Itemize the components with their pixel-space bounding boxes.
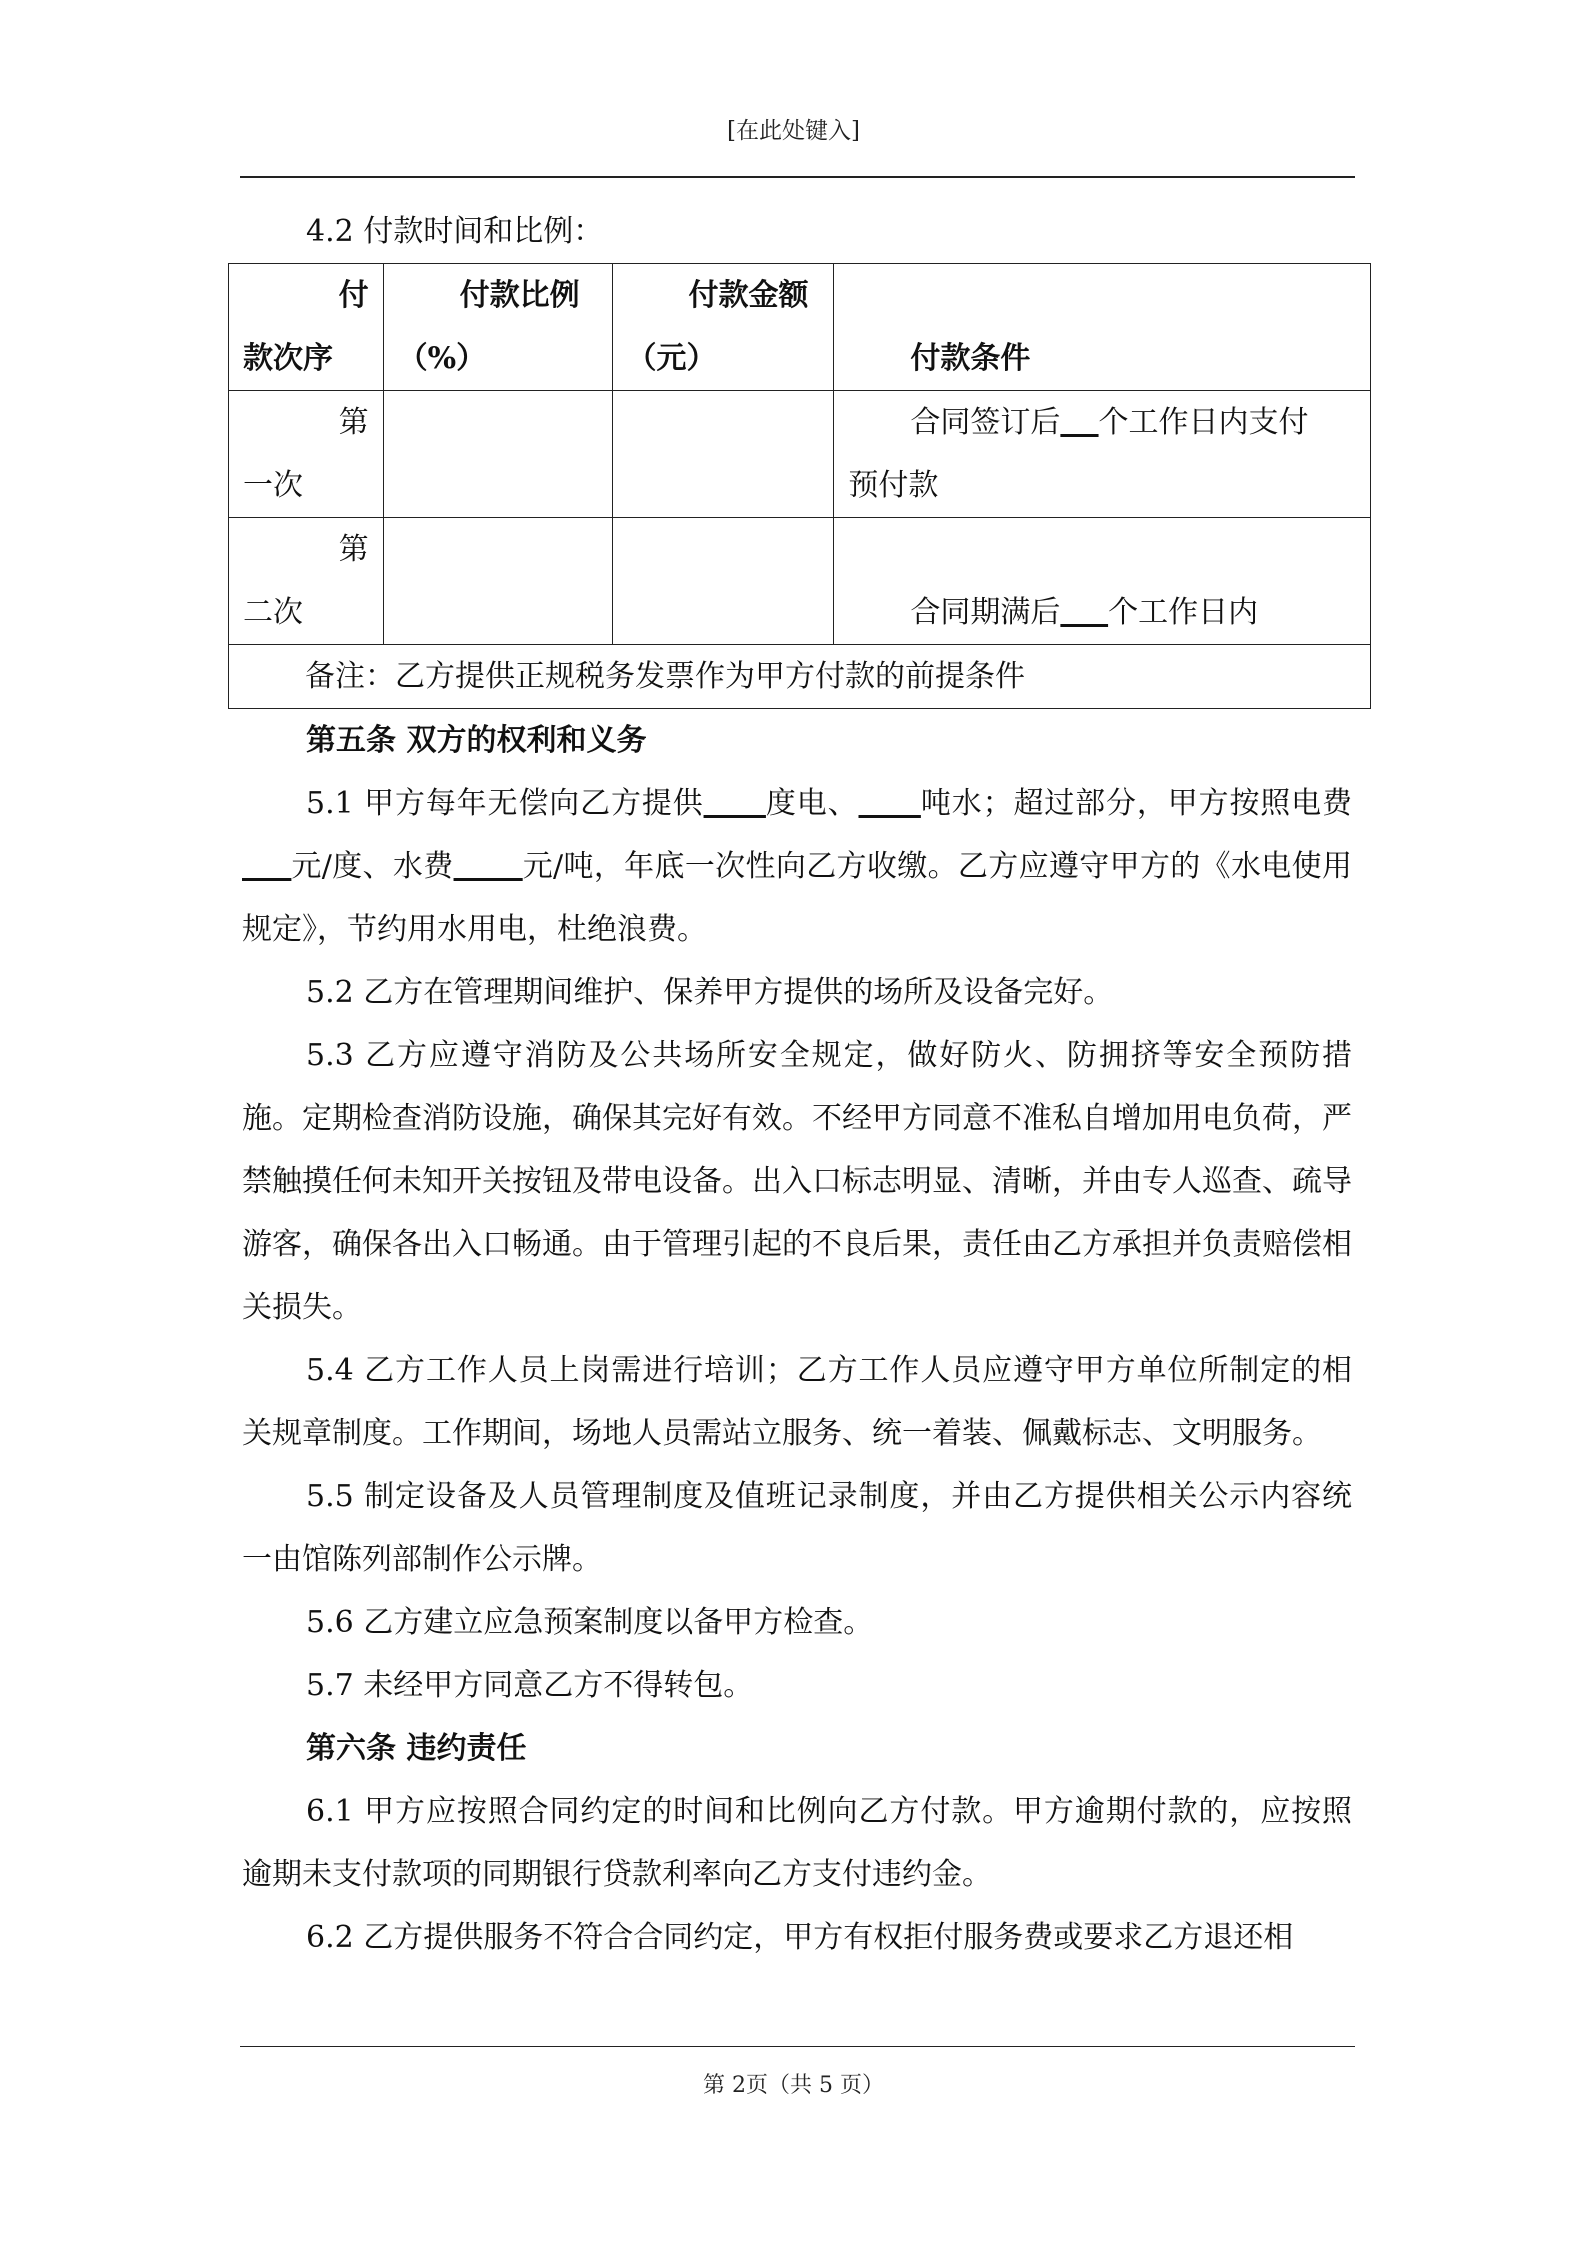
clause-5-4: 5.4 乙方工作人员上岗需进行培训；乙方工作人员应遵守甲方单位所制定的相关规章制度。工作期间，场地人员需站立服务、统一着装、佩戴标志、文明服务。 (242, 1353, 1352, 1451)
row1-amount (612, 391, 834, 518)
payment-table (228, 263, 1371, 709)
clause-5-2: 5.2 乙方在管理期间维护、保养甲方提供的场所及设备完好。 (306, 975, 1114, 1010)
row1-ratio (383, 391, 612, 518)
row1-condition: 合同签订后 个工作日内支付 预付款 (834, 391, 1371, 518)
clause-5-5: 5.5 制定设备及人员管理制度及值班记录制度，并由乙方提供相关公示内容统一由馆陈列部制作公示牌。 (242, 1479, 1352, 1577)
table-row (229, 518, 1371, 645)
row2-condition: 合同期满后 个工作日内 (834, 518, 1371, 645)
row2-order: 第 二次 (229, 518, 384, 645)
clause-6-1: 6.1 甲方应按照合同约定的时间和比例向乙方付款。甲方逾期付款的，应按照逾期未支付款项的同期银行贷款利率向乙方支付违约金。 (242, 1794, 1352, 1892)
article-5-title: 第五条 双方的权利和义务 (306, 723, 647, 758)
table-note-row (229, 645, 1371, 709)
clause-5-3: 5.3 乙方应遵守消防及公共场所安全规定，做好防火、防拥挤等安全预防措施。定期检查消防设施，确保其完好有效。不经甲方同意不准私自增加用电负荷，严禁触摸任何未知开关按钮及带电设备。出入口标志明显、清晰，并由专人巡查、疏导游客，确保各出入口畅通。由于管理引起的不良后果，责任由乙方承担并负责赔偿相关损失。 (242, 1038, 1352, 1325)
header-rule (240, 176, 1355, 178)
header-payment-order: 付 款次序 (229, 264, 384, 391)
header-payment-condition: 付款条件 (834, 264, 1371, 391)
page-header: [在此处键入] (727, 118, 860, 144)
header-payment-ratio: 付款比例 （%） (383, 264, 612, 391)
document-body (242, 200, 1352, 1969)
clause-6-2: 6.2 乙方提供服务不符合合同约定，甲方有权拒付服务费或要求乙方退还相 (306, 1920, 1294, 1955)
clause-5-6: 5.6 乙方建立应急预案制度以备甲方检查。 (306, 1605, 874, 1640)
clause-5-1: 5.1 甲方每年无偿向乙方提供 度电、 吨水；超过部分，甲方按照电费 元/度、水费 元/吨，年底一次性向乙方收缴。乙方应遵守甲方的《水电使用规定》，节约用水用电，杜绝浪费。 (242, 786, 1353, 947)
table-note: 备注：乙方提供正规税务发票作为甲方付款的前提条件 (229, 645, 1371, 709)
clause-5-7: 5.7 未经甲方同意乙方不得转包。 (306, 1668, 754, 1703)
row2-amount (612, 518, 834, 645)
row1-order: 第 一次 (229, 391, 384, 518)
section-4-2-title: 4.2 付款时间和比例： (306, 214, 604, 249)
table-header-row (229, 264, 1371, 391)
table-row (229, 391, 1371, 518)
article-6-title: 第六条 违约责任 (306, 1731, 527, 1766)
page-footer: 第 2页（共 5 页） (703, 2073, 884, 2098)
header-payment-amount: 付款金额 （元） (612, 264, 834, 391)
row2-ratio (383, 518, 612, 645)
footer-rule (240, 2046, 1355, 2047)
